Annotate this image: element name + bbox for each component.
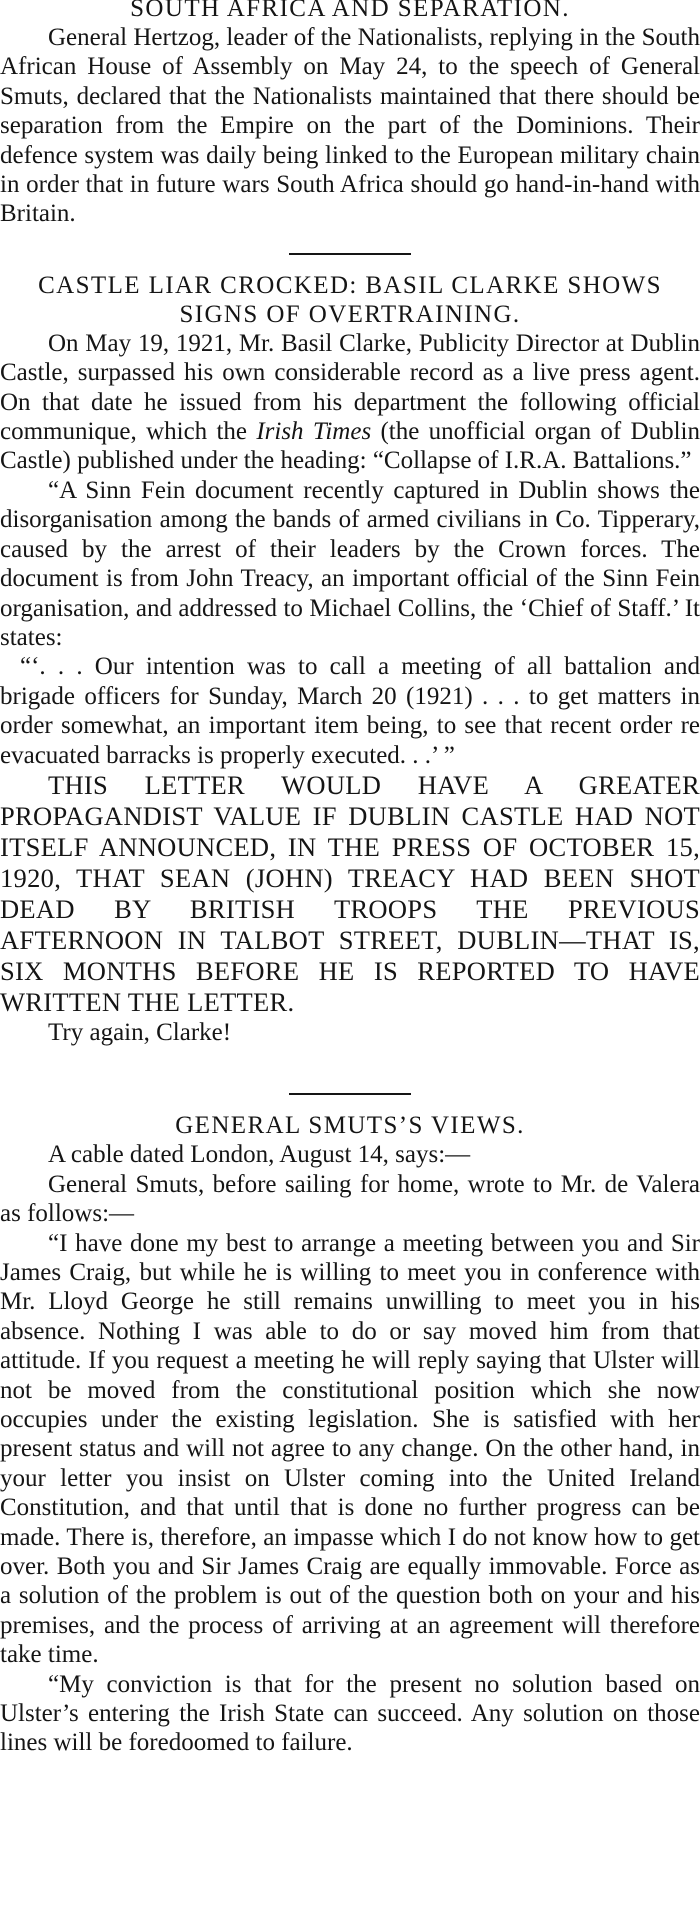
intro-text-start: On May 19, 1921, Mr. Basil Clarke, Publicity Director at Dublin Castle, surpassed his own considerable record as a live press agent. On that date he issued from his department the following official communique, which the	[0, 329, 700, 446]
article-paragraph: A cable dated London, August 14, says:—	[48, 1141, 471, 1169]
newspaper-title: Irish Times	[256, 418, 372, 446]
article-paragraph: General Hertzog, leader of the Nationalists, replying in the South African House of Assembly on May 24, to the speech of General Smuts, declared that the Nationalists maintained that there should be separation from the Empire on the part of the Dominions. Their defence system was daily being linked to the European military chain in order that in future wars South Africa should go hand-in-hand with Britain.	[0, 24, 700, 228]
article-south-africa	[0, 0, 700, 229]
article-heading: CASTLE LIAR CROCKED: BASIL CLARKE SHOWS SIGNS OF OVERTRAINING.	[38, 271, 662, 328]
article-smuts-views	[0, 1111, 700, 1758]
section-divider	[289, 1093, 411, 1095]
article-heading: GENERAL SMUTS’S VIEWS.	[175, 1112, 525, 1140]
article-castle-liar	[0, 271, 700, 1048]
rebuttal-paragraph: THIS LETTER WOULD HAVE A GREATER PROPAGANDIST VALUE IF DUBLIN CASTLE HAD NOT ITSELF ANNOUNCED, IN THE PRESS OF OCTOBER 15, 1920, THAT SEAN (JOHN) TREACY HAD BEEN SHOT DEAD BY BRITISH TROOPS THE PREVIOUS AFTERNOON IN TALBOT STREET, DUBLIN—THAT IS, SIX MONTHS BEFORE HE IS REPORTED TO HAVE WRITTEN THE LETTER.	[0, 769, 700, 1017]
intro-text-end: (the unofficial organ of Dublin Castle) published under the heading: “Collapse of I.R.A. Battalions.”	[0, 418, 700, 475]
article-paragraph: “My conviction is that for the present no solution based on Ulster’s entering the Irish State can succeed. Any solution on those lines will be foredoomed to failure.	[0, 1670, 700, 1757]
article-heading: SOUTH AFRICA AND SEPARATION.	[130, 0, 570, 22]
quoted-letter: “‘. . . Our intention was to call a meeting of all battalion and brigade officers for Sunday, March 20 (1921) . . . to get matters in order somewhat, an important item being, to see that recent order re evacuated barracks is properly executed. . .’ ”	[0, 653, 700, 769]
article-paragraph: “I have done my best to arrange a meeting between you and Sir James Craig, but while he is willing to meet you in conference with Mr. Lloyd George he still remains unwilling to meet you in his absence. Nothing I was able to do or say moved him from that attitude. If you request a meeting he will reply saying that Ulster will not be moved from the constitutional position which she now occupies under the existing legislation. She is satisfied with her present status and will not agree to any change. On the other hand, in your letter you insist on Ulster coming into the United Ireland Constitution, and that until that is done no further progress can be made. There is, therefore, an impasse which I do not know how to get over. Both you and Sir James Craig are equally immovable. Force as a solution of the problem is out of the question both on your and his premises, and the process of arriving at an agreement will therefore take time.	[0, 1229, 700, 1669]
quoted-communique: “A Sinn Fein document recently captured in Dublin shows the disorganisation among the bands of armed civilians in Co. Tipperary, caused by the arrest of their leaders by the Crown forces. The document is from John Treacy, an important official of the Sinn Fein organisation, and addressed to Michael Collins, the ‘Chief of Staff.’ It states:	[0, 476, 700, 651]
section-divider	[289, 253, 411, 255]
article-intro	[0, 329, 700, 476]
closing-line: Try again, Clarke!	[48, 1018, 232, 1046]
article-paragraph: General Smuts, before sailing for home, wrote to Mr. de Valera as follows:—	[0, 1170, 700, 1228]
